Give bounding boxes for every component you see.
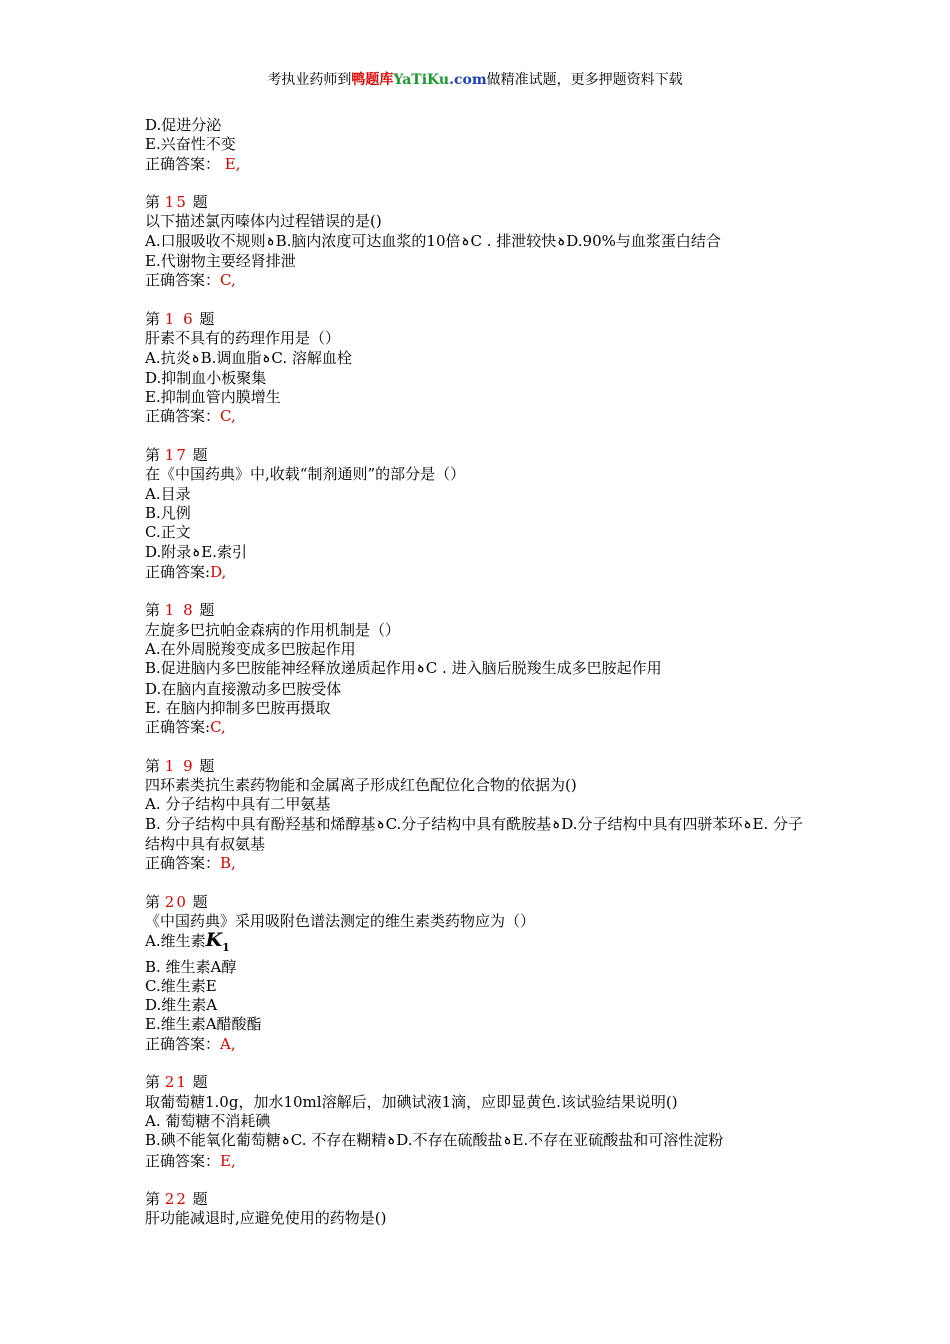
option-d: D.分子结构中具有四骈苯环 <box>561 814 743 833</box>
answer-line <box>145 1152 815 1171</box>
header-suffix: 做精准试题，更多押题资料下载 <box>486 72 683 88</box>
separator-glyph: ꝺ <box>192 353 199 365</box>
answer-line <box>145 155 815 174</box>
options-line <box>145 349 815 369</box>
answer-label: 正确答案: <box>145 718 211 737</box>
question-stem: 取葡萄糖1.0g，加水10ml溶解后，加碘试液1滴，应即显黄色.该试验结果说明() <box>145 1092 678 1111</box>
option-a: A.口服吸收不规则 <box>145 231 266 250</box>
question-number: 1 6 <box>164 309 195 328</box>
separator-glyph: ꝺ <box>558 236 565 248</box>
answer-value: C, <box>220 271 236 290</box>
options-line <box>145 659 815 679</box>
answer-line <box>145 1035 815 1054</box>
question-stem: 肝素不具有的药理作用是（） <box>145 329 341 348</box>
option-a: A. 葡萄糖不消耗碘 <box>145 1111 271 1130</box>
question-heading <box>145 601 815 620</box>
answer-line <box>145 407 815 426</box>
question-number: 22 <box>164 1190 188 1209</box>
option-d: D.附录 <box>145 542 192 561</box>
option-b: B.脑内浓度可达血浆的10倍 <box>275 231 461 250</box>
options-line <box>145 232 815 252</box>
answer-line <box>145 718 815 737</box>
question-stem: 四环素类抗生素药物能和金属离子形成红色配位化合物的依据为() <box>145 776 577 795</box>
page-header <box>0 70 950 90</box>
option-c: C . 进入脑后脱羧生成多巴胺起作用 <box>425 659 662 678</box>
question-number: 21 <box>164 1073 188 1092</box>
question-16 <box>145 310 815 427</box>
heading-suffix: 题 <box>194 756 215 775</box>
option-e: E.维生素A醋酸酯 <box>145 1015 262 1034</box>
answer-label: 正确答案： <box>145 1151 221 1170</box>
option-b: B. 分子结构中具有酚羟基和烯醇基 <box>145 814 376 833</box>
answer-label: 正确答案： <box>145 407 221 426</box>
question-19 <box>145 757 815 874</box>
brand-name-cn: 鸭题库 <box>351 72 394 88</box>
separator-glyph: ꝺ <box>462 236 469 248</box>
option-b: B.促进脑内多巴胺能神经释放递质起作用 <box>145 659 416 678</box>
heading-prefix: 第 <box>145 1073 165 1092</box>
option-a: A.抗炎 <box>145 348 191 367</box>
vitamin-k1-formula <box>205 929 230 955</box>
question-18 <box>145 601 815 737</box>
answer-label: 正确答案: <box>145 562 211 581</box>
question-number: 15 <box>164 193 188 212</box>
question-number: 1 8 <box>164 601 195 620</box>
question-heading <box>145 893 815 912</box>
separator-glyph: ꝺ <box>388 1136 395 1148</box>
option-b: B. 维生素A醇 <box>145 957 237 976</box>
option-b: B.凡例 <box>145 503 191 522</box>
question-heading <box>145 193 815 212</box>
answer-label: 正确答案： <box>145 154 221 173</box>
option-c: C . 排泄较快 <box>470 231 557 250</box>
option-b: B.调血脂 <box>200 348 262 367</box>
answer-line <box>145 563 815 582</box>
question-14-tail <box>145 116 815 174</box>
question-20 <box>145 893 815 1054</box>
option-a <box>145 931 815 957</box>
separator-glyph: ꝺ <box>504 1136 511 1148</box>
question-stem: 肝功能减退时,应避免使用的药物是() <box>145 1209 387 1228</box>
question-heading <box>145 310 815 329</box>
option-d: D.不存在硫酸盐 <box>396 1131 503 1150</box>
question-stem: 在《中国药典》中,收载“制剂通则”的部分是（） <box>145 465 466 484</box>
answer-label: 正确答案： <box>145 1034 221 1053</box>
option-a: A. 分子结构中具有二甲氨基 <box>145 795 331 814</box>
option-e: E. 在脑内抑制多巴胺再摄取 <box>145 698 331 717</box>
option-d: D.在脑内直接激动多巴胺受体 <box>145 679 342 698</box>
option-c: C.维生素E <box>145 976 217 995</box>
question-stem: 以下描述氯丙嗪体内过程错误的是() <box>145 212 382 231</box>
heading-suffix: 题 <box>187 1073 208 1092</box>
brand-name-en: YaTiKu <box>393 72 450 88</box>
separator-glyph: ꝺ <box>263 353 270 365</box>
question-number: 20 <box>164 892 188 911</box>
answer-value: A, <box>220 1034 236 1053</box>
options-line <box>145 543 815 563</box>
question-stem: 左旋多巴抗帕金森病的作用机制是（） <box>145 620 401 639</box>
answer-value: C, <box>220 407 236 426</box>
formula-symbol: K <box>205 929 223 952</box>
heading-suffix: 题 <box>187 1190 208 1209</box>
heading-suffix: 题 <box>187 193 208 212</box>
separator-glyph: ꝺ <box>282 1136 289 1148</box>
option-e: E.兴奋性不变 <box>145 135 236 154</box>
heading-suffix: 题 <box>194 309 215 328</box>
question-list <box>145 116 815 1229</box>
heading-prefix: 第 <box>145 756 165 775</box>
option-e: E. 分子结构中具有叔氨基 <box>145 814 804 853</box>
option-c: C.分子结构中具有酰胺基 <box>385 814 552 833</box>
option-a-text: A.维生素 <box>145 932 206 951</box>
question-heading <box>145 1190 815 1209</box>
separator-glyph: ꝺ <box>553 819 560 831</box>
heading-prefix: 第 <box>145 193 165 212</box>
option-e: E.抑制血管内膜增生 <box>145 388 281 407</box>
option-e: E.索引 <box>201 542 247 561</box>
question-heading <box>145 446 815 465</box>
heading-prefix: 第 <box>145 446 165 465</box>
brand-domain: .com <box>449 72 487 88</box>
option-c: C.正文 <box>145 523 191 542</box>
question-heading <box>145 757 815 776</box>
question-15 <box>145 193 815 290</box>
heading-suffix: 题 <box>187 892 208 911</box>
option-b: B.碘不能氧化葡萄糖 <box>145 1131 281 1150</box>
option-d: D.促进分泌 <box>145 116 222 134</box>
question-17 <box>145 446 815 582</box>
options-line <box>145 815 815 855</box>
answer-value: C, <box>210 718 226 737</box>
separator-glyph: ꝺ <box>267 236 274 248</box>
option-d: D.90%与血浆蛋白结合 <box>566 231 721 250</box>
question-heading <box>145 1073 815 1092</box>
heading-suffix: 题 <box>194 601 215 620</box>
formula-subscript: 1 <box>222 941 230 955</box>
answer-value: D, <box>210 562 227 581</box>
separator-glyph: ꝺ <box>193 547 200 559</box>
option-c: C. 不存在糊精 <box>290 1131 387 1150</box>
question-stem: 《中国药典》采用吸附色谱法测定的维生素类药物应为（） <box>145 912 536 931</box>
heading-suffix: 题 <box>187 446 208 465</box>
heading-prefix: 第 <box>145 892 165 911</box>
option-d: D.维生素A <box>145 996 218 1015</box>
heading-prefix: 第 <box>145 1190 165 1209</box>
options-line <box>145 1131 815 1151</box>
answer-value: B, <box>220 854 236 873</box>
answer-value: E, <box>220 154 241 173</box>
option-e: E.不存在亚硫酸盐和可溶性淀粉 <box>512 1131 724 1150</box>
answer-label: 正确答案： <box>145 271 221 290</box>
header-prefix: 考执业药师到 <box>267 72 352 88</box>
answer-line <box>145 854 815 873</box>
question-number: 17 <box>164 446 188 465</box>
option-a: A.在外周脱羧变成多巴胺起作用 <box>145 640 356 659</box>
question-22 <box>145 1190 815 1229</box>
question-number: 1 9 <box>164 756 195 775</box>
option-d: D.抑制血小板聚集 <box>145 368 267 387</box>
option-c: C. 溶解血栓 <box>271 348 352 367</box>
separator-glyph: ꝺ <box>744 819 751 831</box>
separator-glyph: ꝺ <box>377 819 384 831</box>
answer-value: E, <box>220 1151 236 1170</box>
question-21 <box>145 1073 815 1170</box>
option-a: A.目录 <box>145 484 191 503</box>
answer-label: 正确答案： <box>145 854 221 873</box>
option-e: E.代谢物主要经肾排泄 <box>145 252 296 271</box>
answer-line <box>145 271 815 290</box>
heading-prefix: 第 <box>145 601 165 620</box>
heading-prefix: 第 <box>145 309 165 328</box>
separator-glyph: ꝺ <box>417 664 424 676</box>
